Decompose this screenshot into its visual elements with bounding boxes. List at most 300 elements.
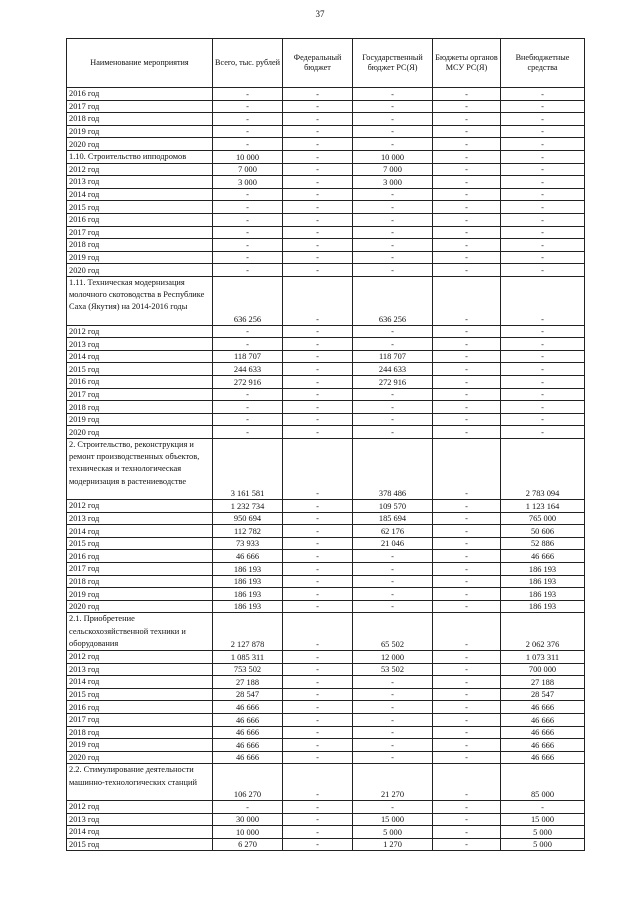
municipal-cell: - (433, 525, 501, 538)
row-name-cell: 2020 год (67, 264, 213, 277)
federal-cell: - (283, 251, 353, 264)
extrabudgetary-cell: 5 000 (501, 826, 585, 839)
row-name-cell: 2015 год (67, 838, 213, 851)
table-section-row (67, 613, 585, 651)
state-cell: 62 176 (353, 525, 433, 538)
municipal-cell: - (433, 651, 501, 664)
extrabudgetary-cell: - (501, 800, 585, 813)
table-row (67, 239, 585, 252)
federal-cell: - (283, 688, 353, 701)
header-state-budget: Государственный бюджет РС(Я) (353, 39, 433, 88)
federal-cell: - (283, 500, 353, 513)
state-cell: - (353, 600, 433, 613)
table-header-row (67, 39, 585, 88)
federal-cell: - (283, 376, 353, 389)
state-cell: 185 694 (353, 512, 433, 525)
total-cell: - (213, 113, 283, 126)
row-name-cell: 2020 год (67, 426, 213, 439)
total-cell: 10 000 (213, 150, 283, 163)
row-name-cell: 2019 год (67, 588, 213, 601)
header-municipal-budgets: Бюджеты органов МСУ РС(Я) (433, 39, 501, 88)
state-cell: 378 486 (353, 439, 433, 500)
federal-cell: - (283, 800, 353, 813)
federal-cell: - (283, 350, 353, 363)
row-name-cell: 2018 год (67, 575, 213, 588)
municipal-cell: - (433, 663, 501, 676)
table-row (67, 701, 585, 714)
total-cell: 1 232 734 (213, 500, 283, 513)
row-name-cell: 2017 год (67, 226, 213, 239)
extrabudgetary-cell: - (501, 388, 585, 401)
row-name-cell: 2016 год (67, 376, 213, 389)
federal-cell: - (283, 739, 353, 752)
total-cell: 1 085 311 (213, 651, 283, 664)
federal-cell: - (283, 512, 353, 525)
state-cell: 272 916 (353, 376, 433, 389)
total-cell: 30 000 (213, 813, 283, 826)
total-cell: 10 000 (213, 826, 283, 839)
state-cell: - (353, 713, 433, 726)
federal-cell: - (283, 239, 353, 252)
table-row (67, 726, 585, 739)
federal-cell: - (283, 701, 353, 714)
table-row (67, 512, 585, 525)
total-cell: 186 193 (213, 600, 283, 613)
total-cell: - (213, 800, 283, 813)
total-cell: 118 707 (213, 350, 283, 363)
extrabudgetary-cell: - (501, 113, 585, 126)
federal-cell: - (283, 613, 353, 651)
table-row (67, 426, 585, 439)
municipal-cell: - (433, 276, 501, 325)
municipal-cell: - (433, 838, 501, 851)
total-cell: - (213, 188, 283, 201)
municipal-cell: - (433, 613, 501, 651)
row-name-cell: 2012 год (67, 163, 213, 176)
table-row (67, 676, 585, 689)
extrabudgetary-cell: - (501, 325, 585, 338)
row-name-cell: 2015 год (67, 363, 213, 376)
row-name-cell: 2016 год (67, 701, 213, 714)
state-cell: - (353, 188, 433, 201)
municipal-cell: - (433, 88, 501, 101)
municipal-cell: - (433, 688, 501, 701)
state-cell: - (353, 125, 433, 138)
table-row (67, 588, 585, 601)
municipal-cell: - (433, 125, 501, 138)
federal-cell: - (283, 563, 353, 576)
municipal-cell: - (433, 188, 501, 201)
federal-cell: - (283, 226, 353, 239)
table-row (67, 751, 585, 764)
extrabudgetary-cell: 2 783 094 (501, 439, 585, 500)
federal-cell: - (283, 163, 353, 176)
table-row (67, 500, 585, 513)
total-cell: 73 933 (213, 537, 283, 550)
total-cell: 46 666 (213, 739, 283, 752)
extrabudgetary-cell: 1 123 164 (501, 500, 585, 513)
table-row (67, 525, 585, 538)
table-row (67, 138, 585, 151)
total-cell: - (213, 426, 283, 439)
extrabudgetary-cell: - (501, 176, 585, 189)
federal-cell: - (283, 138, 353, 151)
state-cell: - (353, 575, 433, 588)
total-cell: - (213, 201, 283, 214)
total-cell: 753 502 (213, 663, 283, 676)
row-name-cell: 2019 год (67, 413, 213, 426)
row-name-cell: 2019 год (67, 739, 213, 752)
total-cell: 636 256 (213, 276, 283, 325)
total-cell: - (213, 226, 283, 239)
state-cell: - (353, 239, 433, 252)
table-section-row (67, 276, 585, 325)
table-row (67, 213, 585, 226)
table-row (67, 325, 585, 338)
state-cell: 53 502 (353, 663, 433, 676)
extrabudgetary-cell: - (501, 88, 585, 101)
total-cell: - (213, 388, 283, 401)
state-cell: 118 707 (353, 350, 433, 363)
federal-cell: - (283, 401, 353, 414)
state-cell: 244 633 (353, 363, 433, 376)
row-name-cell: 2019 год (67, 125, 213, 138)
table-row (67, 413, 585, 426)
total-cell: 7 000 (213, 163, 283, 176)
table-row (67, 688, 585, 701)
municipal-cell: - (433, 413, 501, 426)
row-name-cell: 2014 год (67, 676, 213, 689)
municipal-cell: - (433, 813, 501, 826)
extrabudgetary-cell: 765 000 (501, 512, 585, 525)
federal-cell: - (283, 264, 353, 277)
federal-cell: - (283, 651, 353, 664)
row-name-cell: 2020 год (67, 138, 213, 151)
extrabudgetary-cell: - (501, 413, 585, 426)
table-row (67, 188, 585, 201)
state-cell: - (353, 588, 433, 601)
state-cell: - (353, 739, 433, 752)
total-cell: - (213, 413, 283, 426)
state-cell: - (353, 138, 433, 151)
total-cell: 112 782 (213, 525, 283, 538)
table-body (67, 88, 585, 851)
row-name-cell: 2017 год (67, 713, 213, 726)
municipal-cell: - (433, 713, 501, 726)
row-name-cell: 1.11. Техническая модернизация молочного скотоводства в Республике Саха (Якутия) на 2014-2016 годы (67, 276, 213, 325)
municipal-cell: - (433, 751, 501, 764)
extrabudgetary-cell: 2 062 376 (501, 613, 585, 651)
municipal-cell: - (433, 363, 501, 376)
state-cell: 109 570 (353, 500, 433, 513)
page-number: 37 (315, 9, 325, 19)
total-cell: 186 193 (213, 575, 283, 588)
federal-cell: - (283, 751, 353, 764)
table-row (67, 113, 585, 126)
municipal-cell: - (433, 376, 501, 389)
header-event-name: Наименование мероприятия (67, 39, 213, 88)
total-cell: 3 000 (213, 176, 283, 189)
total-cell: - (213, 100, 283, 113)
state-cell: - (353, 563, 433, 576)
table-row (67, 125, 585, 138)
row-name-cell: 2014 год (67, 350, 213, 363)
extrabudgetary-cell: 1 073 311 (501, 651, 585, 664)
extrabudgetary-cell: - (501, 188, 585, 201)
row-name-cell: 2.1. Приобретение сельскохозяйственной техники и оборудования (67, 613, 213, 651)
total-cell: - (213, 239, 283, 252)
row-name-cell: 2018 год (67, 239, 213, 252)
federal-cell: - (283, 726, 353, 739)
federal-cell: - (283, 426, 353, 439)
state-cell: - (353, 401, 433, 414)
state-cell: 636 256 (353, 276, 433, 325)
table-row (67, 401, 585, 414)
header-extrabudgetary: Внебюджетные средства (501, 39, 585, 88)
state-cell: - (353, 338, 433, 351)
federal-cell: - (283, 100, 353, 113)
state-cell: - (353, 413, 433, 426)
table-row (67, 176, 585, 189)
table-row (67, 739, 585, 752)
row-name-cell: 2013 год (67, 512, 213, 525)
state-cell: - (353, 264, 433, 277)
state-cell: - (353, 751, 433, 764)
table-row (67, 88, 585, 101)
municipal-cell: - (433, 676, 501, 689)
state-cell: 10 000 (353, 150, 433, 163)
row-name-cell: 1.10. Строительство ипподромов (67, 150, 213, 163)
total-cell: 46 666 (213, 550, 283, 563)
extrabudgetary-cell: 186 193 (501, 575, 585, 588)
extrabudgetary-cell: - (501, 100, 585, 113)
total-cell: 272 916 (213, 376, 283, 389)
state-cell: - (353, 701, 433, 714)
federal-cell: - (283, 338, 353, 351)
table-row (67, 363, 585, 376)
state-cell: 21 270 (353, 764, 433, 801)
extrabudgetary-cell: 46 666 (501, 713, 585, 726)
row-name-cell: 2013 год (67, 663, 213, 676)
federal-cell: - (283, 550, 353, 563)
total-cell: 244 633 (213, 363, 283, 376)
state-cell: - (353, 226, 433, 239)
state-cell: 3 000 (353, 176, 433, 189)
total-cell: - (213, 213, 283, 226)
row-name-cell: 2017 год (67, 563, 213, 576)
state-cell: 65 502 (353, 613, 433, 651)
table-row (67, 563, 585, 576)
extrabudgetary-cell: - (501, 338, 585, 351)
municipal-cell: - (433, 401, 501, 414)
federal-cell: - (283, 276, 353, 325)
municipal-cell: - (433, 388, 501, 401)
extrabudgetary-cell: 46 666 (501, 726, 585, 739)
table-row (67, 376, 585, 389)
extrabudgetary-cell: - (501, 276, 585, 325)
table-row (67, 338, 585, 351)
extrabudgetary-cell: - (501, 363, 585, 376)
federal-cell: - (283, 676, 353, 689)
table-row (67, 550, 585, 563)
row-name-cell: 2018 год (67, 401, 213, 414)
state-cell: - (353, 213, 433, 226)
total-cell: 28 547 (213, 688, 283, 701)
extrabudgetary-cell: - (501, 226, 585, 239)
row-name-cell: 2014 год (67, 525, 213, 538)
extrabudgetary-cell: 46 666 (501, 701, 585, 714)
federal-cell: - (283, 201, 353, 214)
municipal-cell: - (433, 138, 501, 151)
extrabudgetary-cell: 700 000 (501, 663, 585, 676)
row-name-cell: 2012 год (67, 800, 213, 813)
municipal-cell: - (433, 176, 501, 189)
total-cell: 2 127 878 (213, 613, 283, 651)
total-cell: - (213, 325, 283, 338)
municipal-cell: - (433, 239, 501, 252)
header-total: Всего, тыс. рублей (213, 39, 283, 88)
federal-cell: - (283, 813, 353, 826)
municipal-cell: - (433, 500, 501, 513)
federal-cell: - (283, 575, 353, 588)
municipal-cell: - (433, 826, 501, 839)
total-cell: - (213, 401, 283, 414)
state-cell: - (353, 676, 433, 689)
state-cell: - (353, 726, 433, 739)
municipal-cell: - (433, 439, 501, 500)
table-row (67, 350, 585, 363)
extrabudgetary-cell: 50 606 (501, 525, 585, 538)
extrabudgetary-cell: 186 193 (501, 588, 585, 601)
municipal-cell: - (433, 338, 501, 351)
federal-cell: - (283, 764, 353, 801)
extrabudgetary-cell: - (501, 163, 585, 176)
row-name-cell: 2016 год (67, 88, 213, 101)
total-cell: 186 193 (213, 588, 283, 601)
municipal-cell: - (433, 588, 501, 601)
municipal-cell: - (433, 251, 501, 264)
budget-table (66, 38, 585, 851)
state-cell: - (353, 201, 433, 214)
total-cell: 106 270 (213, 764, 283, 801)
federal-cell: - (283, 838, 353, 851)
federal-cell: - (283, 113, 353, 126)
extrabudgetary-cell: - (501, 201, 585, 214)
table-row (67, 663, 585, 676)
extrabudgetary-cell: - (501, 239, 585, 252)
state-cell: - (353, 88, 433, 101)
row-name-cell: 2013 год (67, 338, 213, 351)
row-name-cell: 2018 год (67, 113, 213, 126)
federal-cell: - (283, 125, 353, 138)
total-cell: - (213, 88, 283, 101)
extrabudgetary-cell: - (501, 426, 585, 439)
row-name-cell: 2012 год (67, 651, 213, 664)
row-name-cell: 2015 год (67, 201, 213, 214)
state-cell: 21 046 (353, 537, 433, 550)
extrabudgetary-cell: - (501, 401, 585, 414)
federal-cell: - (283, 325, 353, 338)
state-cell: - (353, 100, 433, 113)
municipal-cell: - (433, 264, 501, 277)
state-cell: - (353, 388, 433, 401)
extrabudgetary-cell: 15 000 (501, 813, 585, 826)
extrabudgetary-cell: 186 193 (501, 600, 585, 613)
municipal-cell: - (433, 201, 501, 214)
row-name-cell: 2013 год (67, 813, 213, 826)
table-row (67, 713, 585, 726)
row-name-cell: 2020 год (67, 600, 213, 613)
table-row (67, 100, 585, 113)
municipal-cell: - (433, 537, 501, 550)
row-name-cell: 2015 год (67, 537, 213, 550)
row-name-cell: 2014 год (67, 826, 213, 839)
row-name-cell: 2017 год (67, 388, 213, 401)
state-cell: - (353, 251, 433, 264)
row-name-cell: 2019 год (67, 251, 213, 264)
municipal-cell: - (433, 726, 501, 739)
municipal-cell: - (433, 800, 501, 813)
extrabudgetary-cell: 5 000 (501, 838, 585, 851)
table-row (67, 826, 585, 839)
table-row (67, 388, 585, 401)
municipal-cell: - (433, 113, 501, 126)
table-row (67, 651, 585, 664)
table-row (67, 600, 585, 613)
federal-cell: - (283, 88, 353, 101)
extrabudgetary-cell: 46 666 (501, 751, 585, 764)
state-cell: - (353, 113, 433, 126)
state-cell: - (353, 550, 433, 563)
federal-cell: - (283, 439, 353, 500)
extrabudgetary-cell: 186 193 (501, 563, 585, 576)
municipal-cell: - (433, 163, 501, 176)
total-cell: 46 666 (213, 701, 283, 714)
state-cell: - (353, 800, 433, 813)
table-section-row (67, 439, 585, 500)
row-name-cell: 2. Строительство, реконструкция и ремонт производственных объектов, техническая и технологическая модернизация в растениеводстве (67, 439, 213, 500)
state-cell: 15 000 (353, 813, 433, 826)
municipal-cell: - (433, 701, 501, 714)
municipal-cell: - (433, 100, 501, 113)
state-cell: - (353, 325, 433, 338)
extrabudgetary-cell: - (501, 213, 585, 226)
municipal-cell: - (433, 325, 501, 338)
row-name-cell: 2016 год (67, 213, 213, 226)
federal-cell: - (283, 413, 353, 426)
federal-cell: - (283, 188, 353, 201)
total-cell: 27 188 (213, 676, 283, 689)
row-name-cell: 2012 год (67, 500, 213, 513)
federal-cell: - (283, 600, 353, 613)
total-cell: - (213, 264, 283, 277)
header-federal-budget: Федеральный бюджет (283, 39, 353, 88)
table-row (67, 813, 585, 826)
table-row (67, 800, 585, 813)
extrabudgetary-cell: 27 188 (501, 676, 585, 689)
federal-cell: - (283, 176, 353, 189)
table-section-row (67, 764, 585, 801)
federal-cell: - (283, 525, 353, 538)
extrabudgetary-cell: 46 666 (501, 739, 585, 752)
municipal-cell: - (433, 600, 501, 613)
table-row (67, 537, 585, 550)
state-cell: - (353, 426, 433, 439)
municipal-cell: - (433, 150, 501, 163)
extrabudgetary-cell: - (501, 376, 585, 389)
municipal-cell: - (433, 550, 501, 563)
total-cell: 6 270 (213, 838, 283, 851)
